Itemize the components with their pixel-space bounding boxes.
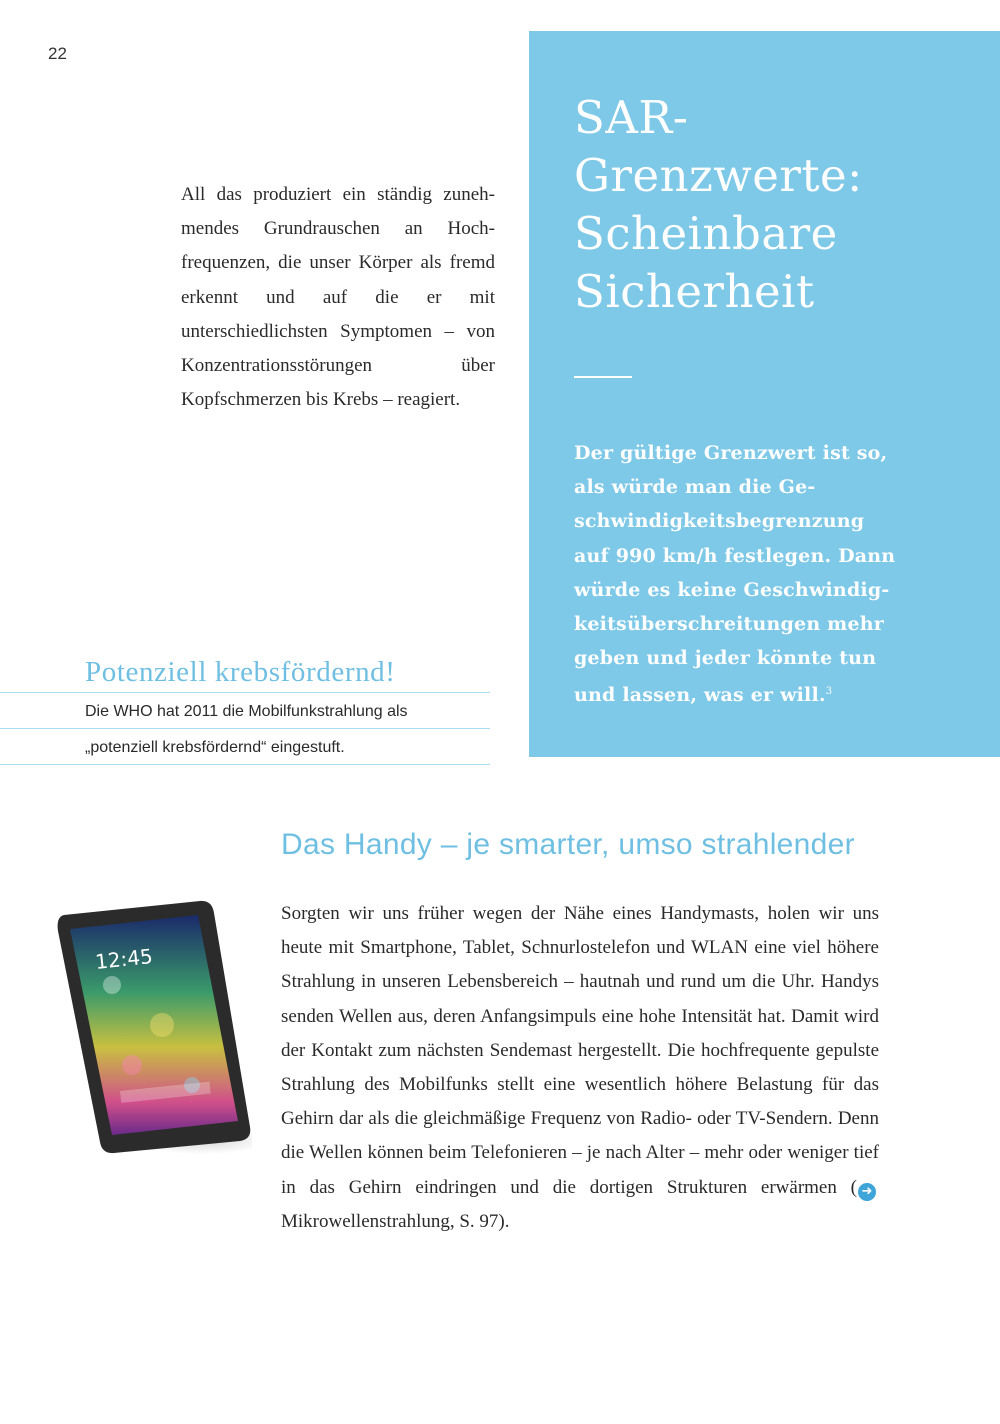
section-body-text: Sorgten wir uns früher wegen der Nähe eines Handymasts, holen wir uns heute mit Smartphone, Tablet, Schnurlostelefon und WLAN eine viel höhere Strahlung in unseren Lebensbereich – hautnah und rund um die Uhr. Handys senden Wellen aus, deren Anfangsimpuls eine hohe Intensität hat. Damit wird der Kontakt zum nächsten Sendemast hergestellt. Die hochfrequente gepulste Strahlung des Mobilfunks stellt eine wesentlich höhere Belastung für das Gehirn dar als die gleichmäßige Frequenz von Radio- oder TV-Sendern. Denn die Wellen können beim Telefonieren – je nach Alter – mehr oder weniger tief in das Gehirn eindringen und die dortigen Strukturen erwärmen ( [281,903,879,1198]
arrow-right-circle-icon: ➜ [858,1183,876,1201]
sidebar-title [574,89,970,321]
callout-line-1: Die WHO hat 2011 die Mobilfunkstrahlung als [85,703,408,720]
footnote-marker: 3 [825,686,833,698]
callout-title: Potenziell krebsfördernd! [85,656,396,688]
sidebar-box [529,31,1000,757]
intro-paragraph: All das produziert ein ständig zunehmendes Grundrauschen an Hochfrequenzen, die unser Körper als fremd erkennt und auf die er mit unterschiedlichsten Symptomen – von Konzentrationsstörungen über Kopfschmerzen bis Krebs – reagiert. [181,184,495,411]
callout-box [0,652,490,765]
cross-reference-link[interactable]: Mikrowellenstrahlung, S. 97). [281,1210,510,1232]
sidebar-divider [574,376,632,378]
section-heading: Das Handy – je smarter, umso strahlender [281,828,855,861]
sidebar-title-line: Scheinbare [574,207,838,260]
sidebar-title-line: Sicherheit [574,265,815,318]
sidebar-title-line: Grenzwerte: [574,149,863,202]
phone-clock: 12:45 [94,944,154,974]
section-body [281,897,879,1239]
smartphone-illustration [52,895,252,1160]
callout-line-2: „potenziell krebsfördernd“ eingestuft. [85,739,345,756]
page-number: 22 [48,44,67,63]
callout-rule [0,764,490,765]
smartphone-image [52,895,252,1160]
sidebar-title-line: SAR- [574,91,689,144]
sidebar-quote [574,436,904,713]
sidebar-quote-text: Der gültige Grenzwert ist so, als würde man die Geschwindigkeitsbegrenzung auf 990 km/h festlegen. Dann würde es keine Geschwindigkeitsüberschreitungen mehr geben und jeder könnte tun und lassen, was er will. [574,442,896,707]
